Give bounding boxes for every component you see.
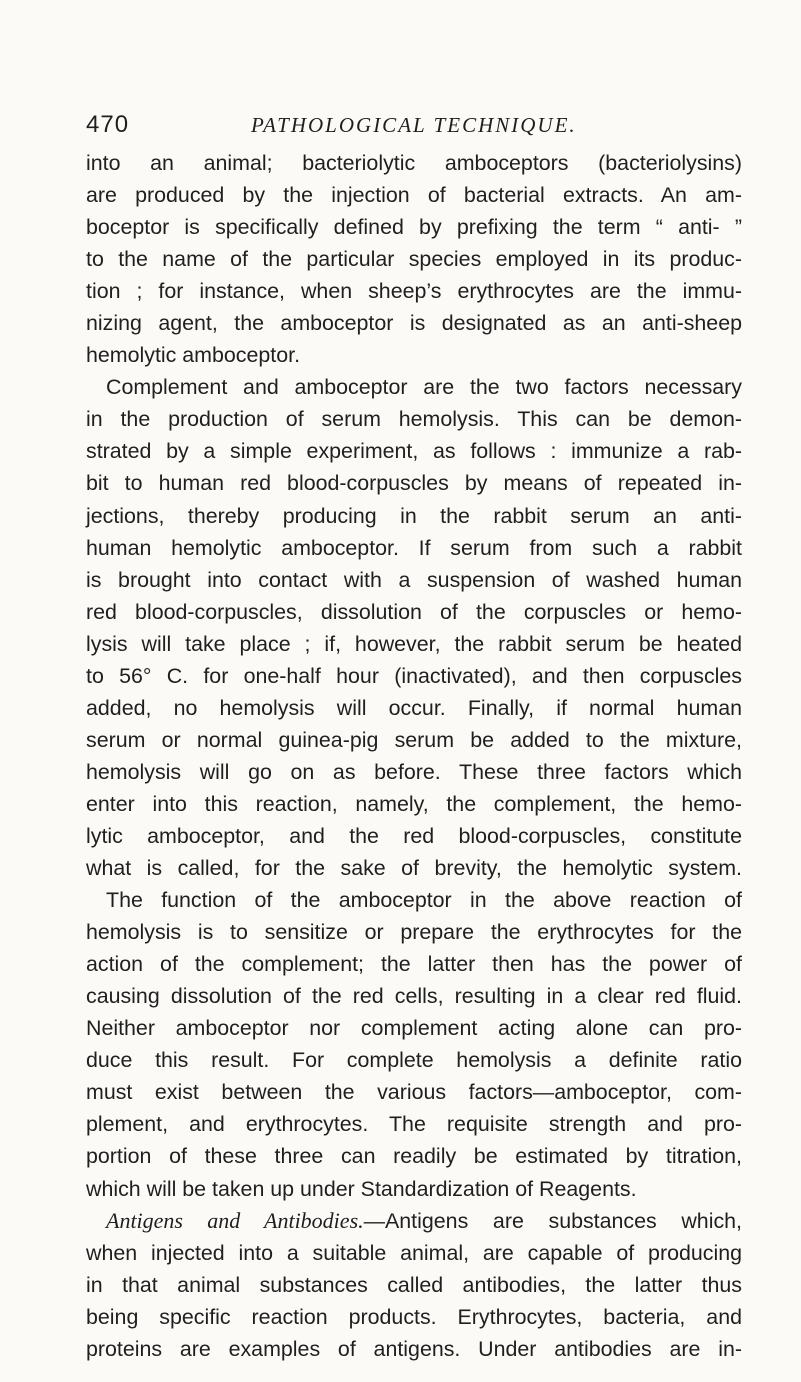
text-line: duce this result. For complete hemolysis a definite ratio: [86, 1048, 742, 1073]
text-line: tion ; for instance, when sheep’s erythrocytes are the immu-: [86, 279, 742, 304]
text-line: which will be taken up under Standardization of Reagents.: [86, 1176, 637, 1201]
text-line: in that animal substances called antibodies, the latter thus: [86, 1272, 742, 1297]
text-line: hemolysis will go on as before. These three factors which: [86, 759, 742, 784]
text-line: Neither amboceptor nor complement acting alone can pro-: [86, 1016, 742, 1041]
text-line: strated by a simple experiment, as follows : immunize a rab-: [86, 439, 742, 464]
text-line: The function of the amboceptor in the above reaction of: [106, 888, 742, 913]
text-line: to 56° C. for one-half hour (inactivated), and then corpuscles: [86, 663, 742, 688]
text-line: portion of these three can readily be estimated by titration,: [86, 1144, 742, 1169]
text-line: added, no hemolysis will occur. Finally, if normal human: [86, 695, 742, 720]
text-line-rest: —Antigens are substances which,: [363, 1208, 742, 1233]
text-line: action of the complement; the latter then has the power of: [86, 952, 742, 977]
text-line: lytic amboceptor, and the red blood-corpuscles, constitute: [86, 823, 742, 848]
text-line: hemolytic amboceptor.: [86, 343, 301, 368]
page-header: [86, 111, 726, 141]
text-line: must exist between the various factors—amboceptor, com-: [86, 1080, 742, 1105]
text-line: to the name of the particular species employed in its produc-: [86, 247, 742, 272]
text-line: red blood-corpuscles, dissolution of the corpuscles or hemo-: [86, 599, 742, 624]
text-line: bit to human red blood-corpuscles by means of repeated in-: [86, 471, 742, 496]
text-line: is brought into contact with a suspension of washed human: [86, 567, 742, 592]
text-line: proteins are examples of antigens. Under antibodies are in-: [86, 1336, 742, 1361]
text-line: causing dissolution of the red cells, resulting in a clear red fluid.: [86, 984, 742, 1009]
text-line: serum or normal guinea-pig serum be added to the mixture,: [86, 727, 742, 752]
text-line: hemolysis is to sensitize or prepare the erythrocytes for the: [86, 920, 742, 945]
text-line: nizing agent, the amboceptor is designated as an anti-sheep: [86, 311, 742, 336]
text-line: are produced by the injection of bacterial extracts. An am-: [86, 183, 742, 208]
page-number: 470: [86, 111, 130, 138]
text-line: plement, and erythrocytes. The requisite strength and pro-: [86, 1112, 742, 1137]
text-line: being specific reaction products. Erythrocytes, bacteria, and: [86, 1304, 742, 1329]
text-line-with-heading: [86, 1205, 742, 1237]
text-line: lysis will take place ; if, however, the rabbit serum be heated: [86, 631, 742, 656]
text-line: boceptor is specifically defined by prefixing the term “ anti- ”: [86, 215, 742, 240]
text-line: when injected into a suitable animal, are capable of producing: [86, 1240, 742, 1265]
text-line: human hemolytic amboceptor. If serum from such a rabbit: [86, 535, 742, 560]
text-line: jections, thereby producing in the rabbit serum an anti-: [86, 503, 742, 528]
text-line: into an animal; bacteriolytic amboceptors (bacteriolysins): [86, 151, 742, 175]
body-text: [86, 147, 742, 1365]
text-line: enter into this reaction, namely, the complement, the hemo-: [86, 791, 742, 816]
text-line: Complement and amboceptor are the two factors necessary: [106, 375, 742, 400]
running-head: PATHOLOGICAL TECHNIQUE.: [251, 113, 577, 137]
text-line: what is called, for the sake of brevity, the hemolytic system.: [86, 856, 742, 881]
text-line: in the production of serum hemolysis. This can be demon-: [86, 407, 742, 432]
section-heading-italic: Antigens and Antibodies.: [106, 1207, 364, 1233]
